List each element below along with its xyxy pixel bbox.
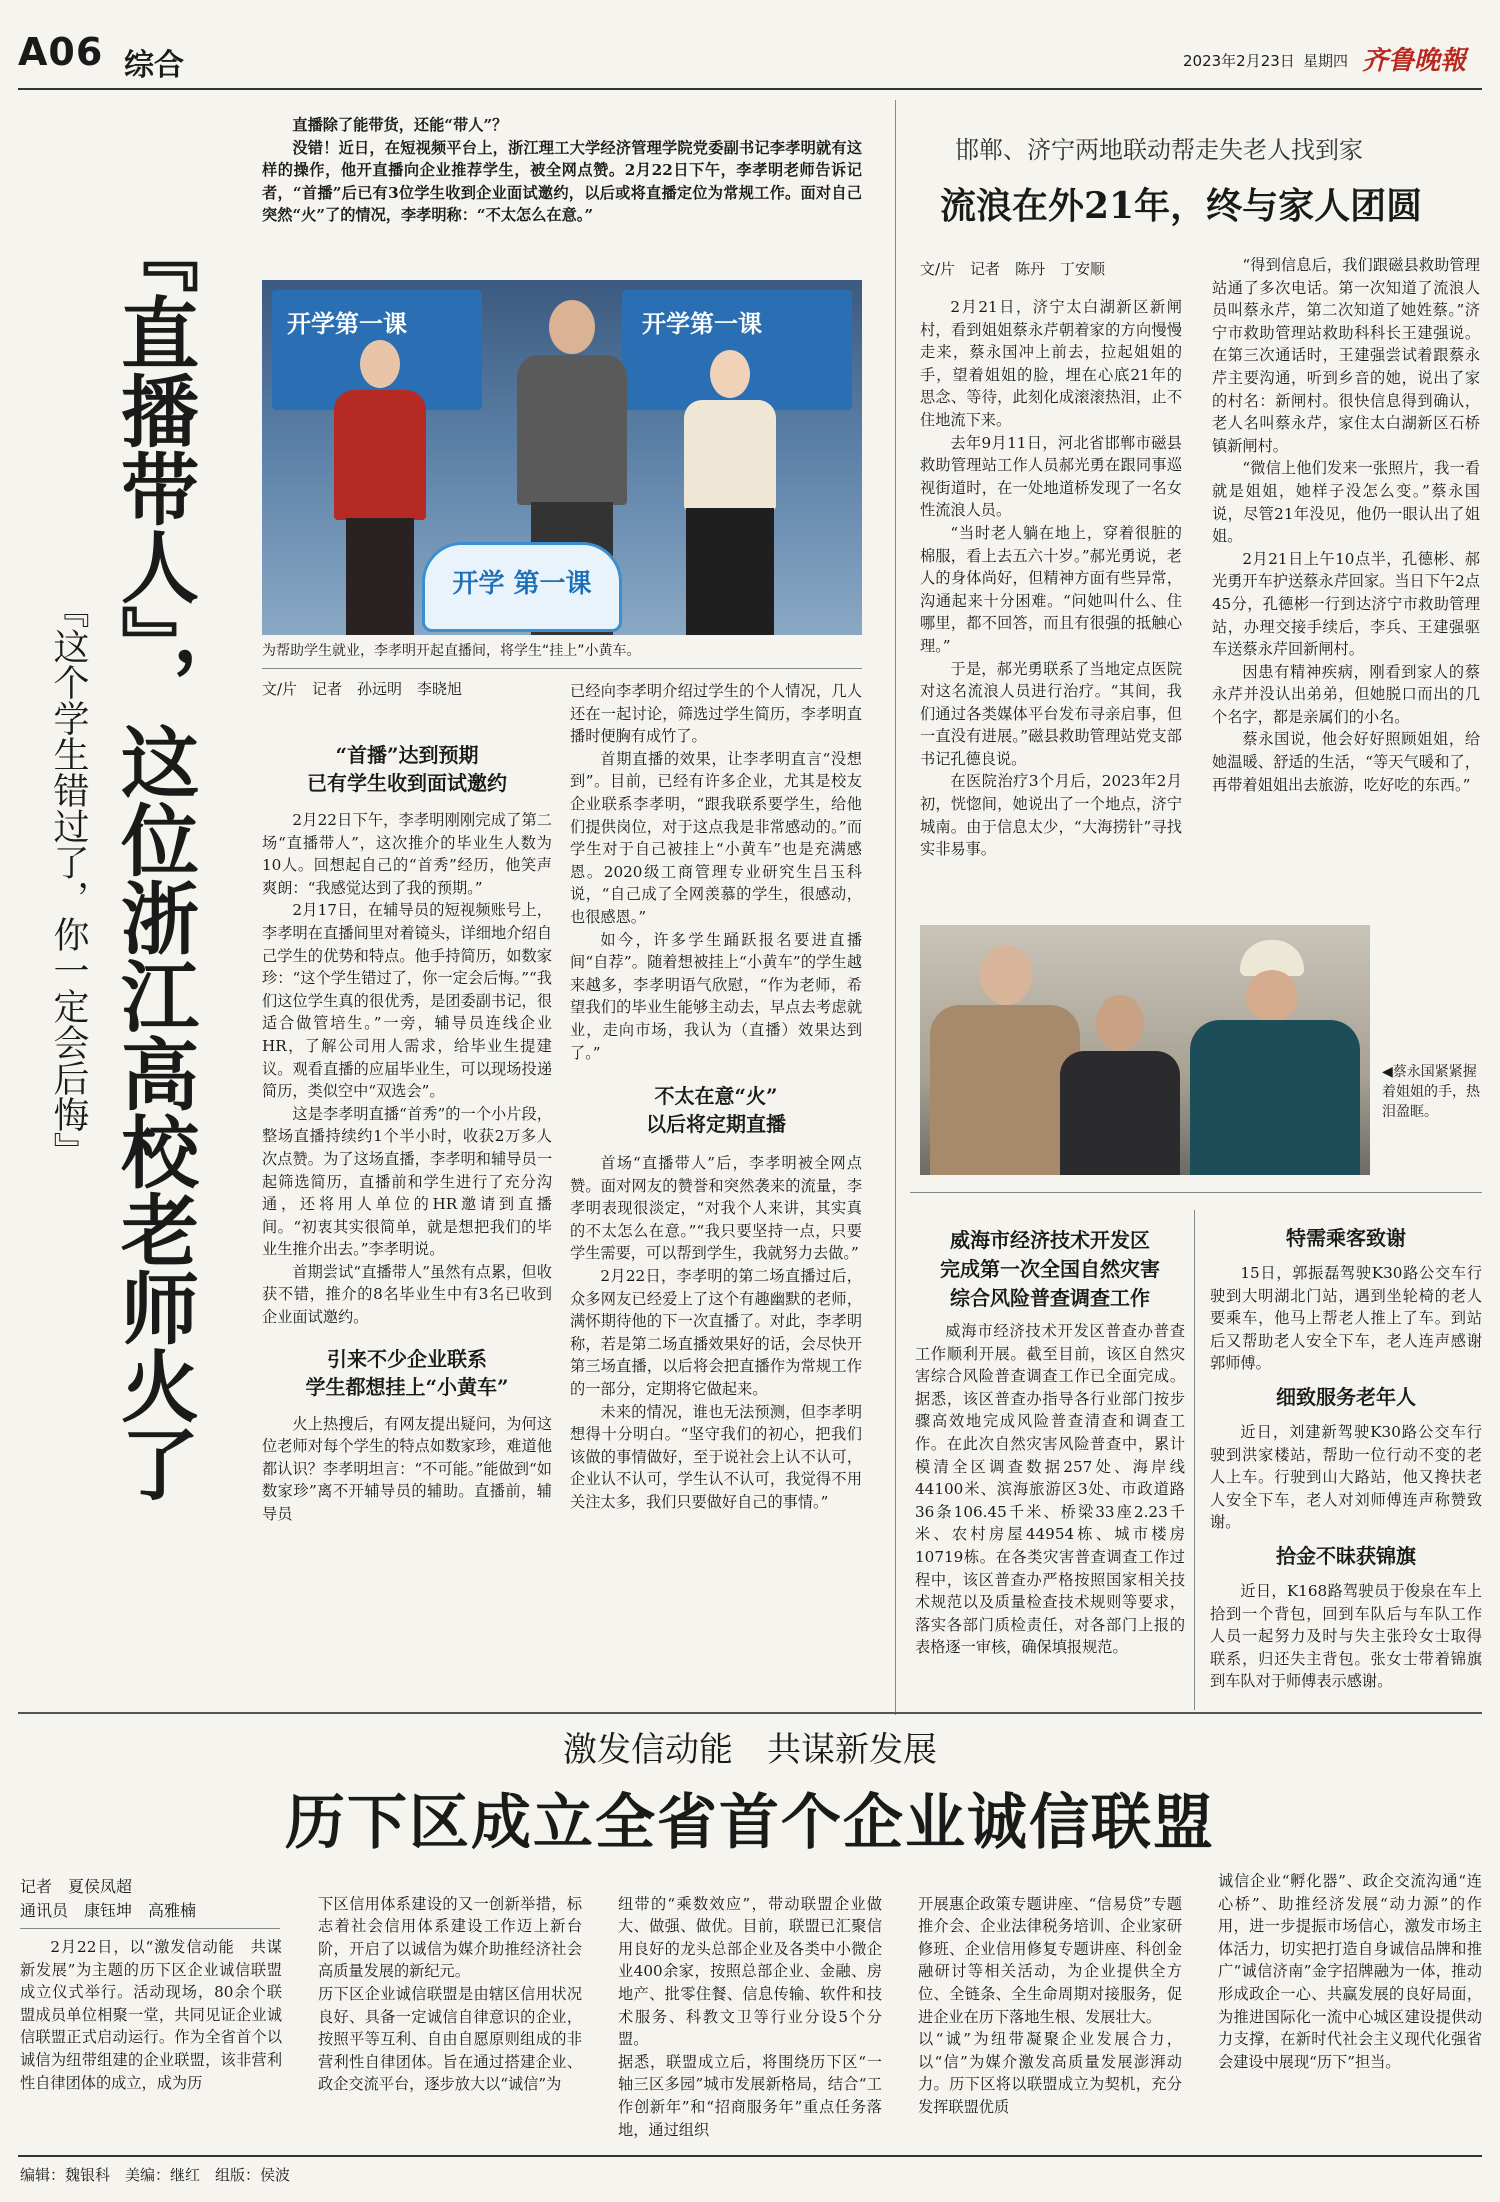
story5-headline: 历下区成立全省首个企业诚信联盟 (285, 1788, 1215, 1858)
photo-person-left (334, 340, 426, 635)
story1-livestream-photo (262, 280, 862, 635)
brief-2-body-wrap (1210, 1421, 1482, 1534)
story2-reunion-photo (920, 925, 1370, 1175)
photo-woman-left (930, 945, 1080, 1175)
issue-date: 2023年2月23日 (1183, 52, 1295, 70)
paragraph: 在医院治疗3个月后，2023年2月初，恍惚间，她说出了一个地点，济宁城南。由于信息太少，“大海捞针”寻找实非易事。 (920, 772, 1182, 859)
paragraph: 首期直播的效果，让李孝明直言“没想到”。目前，已经有许多企业，尤其是校友企业联系李孝明，“跟我联系要学生，给他们提供岗位，对于这点我是非常感动的。”而学生对于自己被挂上“小黄车”也是充满感恩。2020级工商管理专业研究生吕玉科说，“自己成了全网羡慕的学生，很感动，也很感恩。” (570, 749, 862, 926)
story1-column-2 (570, 680, 862, 1514)
story2-column-b (1212, 254, 1480, 796)
paragraph: 2月22日下午，李孝明刚刚完成了第二场“直播带人”，这次推介的毕业生人数为10人。回想起自己的“首秀”经历，他笑声爽朗：“我感觉达到了我的预期。” (262, 811, 552, 897)
story5-column-3 (618, 1870, 882, 2164)
story2-headline: 流浪在外21年，终与家人团圆 (940, 185, 1423, 227)
footer-rule (18, 2155, 1482, 2157)
story2-column-a (920, 296, 1182, 861)
story1-byline: 文/片 记者 孙远明 李晓旭 (262, 680, 463, 698)
story2-byline: 文/片 记者 陈丹 丁安顺 (920, 260, 1106, 278)
paragraph: 2月17日，在辅导员的短视频账号上，李孝明在直播间里对着镜头，详细地介绍自己学生的优势和特点。他手持简历，如数家珍：“这个学生错过了，你一定会后悔。”“我们这位学生真的很优秀，是团委副书记，很适合做管培生。”一旁，辅导员连线企业HR，了解公司用人需求，给毕业生提建议。观看直播的应届毕业生，可以现场投递简历，类似空中“双选会”。 (262, 901, 552, 1101)
paragraph: 火上热搜后，有网友提出疑问，为何这位老师对每个学生的特点如数家珍，难道他都认识？李孝明坦言：“不可能。”能做到“如数家珍”离不开辅导员的辅助。直播前，辅导员 (262, 1414, 552, 1524)
brief-1-title: 特需乘客致谢 (1286, 1226, 1406, 1250)
paragraph: 2月21日，济宁太白湖新区新闸村，看到姐姐蔡永芹朝着家的方向慢慢走来，蔡永国冲上前去，拉起姐姐的手，望着姐姐的脸，埋在心底21年的思念、等待，此刻化成滚滚热泪，止不住地流下来。 (920, 298, 1182, 429)
story5-top-rule (18, 1712, 1482, 1714)
footer-editors: 编辑：魏银科 美编：继红 组版：侯波 (20, 2166, 291, 2184)
newspaper-logo: 齐鲁晚報 (1362, 46, 1467, 76)
story1-lead-text: 没错！近日，在短视频平台上，浙江理工大学经济管理学院党委副书记李孝明就有这样的操作，他开直播向企业推荐学生，被全网点赞。2月22日下午，李孝明老师告诉记者，“首播”后已有3位学生收到企业面试邀约，以后或将直播定位为常规工作。面对自己突然“火”了的情况，李孝明称：“不太怎么在意。” (262, 138, 862, 225)
story5-byline-correspondent: 通讯员 康钰坤 高雅楠 (20, 1901, 197, 1920)
paragraph: “微信上他们发来一张照片，我一看就是姐姐，她样子没怎么变。”蔡永国说，尽管21年没见，他仍一眼认出了姐姐。 (1212, 459, 1480, 546)
paragraph: 威海市经济技术开发区普查办普查工作顺利开展。截至目前，该区自然灾害综合风险普查调查工作已全面完成。据悉，该区普查办指导各行业部门按步骤高效地完成风险普查清查和调查工作。在此次自然灾害风险普查中，累计模清全区调查数据257处、海岸线44100米、滨海旅游区3处、市政道路36条106.45千米、桥梁33座2.23千米、农村房屋44954栋、城市楼房10719栋。在各类灾害普查调查工作过程中，该区普查办严格按照国家相关技术规范以及质量检查技术规则等要求，落实各部门质检责任，对各部门上报的表格逐一审核，确保填报规范。 (915, 1322, 1185, 1657)
photo-person-right (682, 350, 778, 635)
brief-2-body: 近日，刘建新驾驶K30路公交车行驶到洪家楼站，帮助一位行动不变的老人上车。行驶到山大路站，他又搀扶老人安全下车，老人对刘师傅连声称赞致谢。 (1210, 1422, 1482, 1532)
paragraph: 首场“直播带人”后，李孝明被全网点赞。面对网友的赞誉和突然袭来的流量，李孝明表现很淡定，“对我个人来讲，其实真的不太怎么在意。”“我只要坚持一点，只要学生需要，可以帮到学生，我就努力去做。” (570, 1154, 862, 1263)
story5-column-4 (918, 1870, 1182, 2141)
story1-lead-question: 直播除了能带货，还能“带人”？ (292, 116, 508, 134)
paragraph: 2月22日，以“激发信动能 共谋新发展”为主题的历下区企业诚信联盟成立仪式举行。活动现场，80余个联盟成员单位相聚一堂，共同见证企业诚信联盟正式启动运行。作为全省首个以诚信为纽带组建的企业联盟，该非营利性自律团体的成立，成为历 (20, 1938, 282, 2092)
paragraph: 下区信用体系建设的又一创新举措，标志着社会信用体系建设工作迈上新台阶，开启了以诚信为媒介助推经济社会高质量发展的新纪元。 历下区企业诚信联盟是由辖区信用状况良好、具备一定诚信自律意识的企业，按照平等互利、自由自愿原则组成的非营利性自律团体。旨在通过搭建企业、政企交流平台，逐步放大以“诚信”为 (318, 1894, 582, 2094)
photo-screen-left-sign: 开学第一课 (287, 309, 407, 338)
story2-kicker: 邯郸、济宁两地联动帮走失老人找到家 (955, 136, 1363, 164)
story1-photo-caption: 为帮助学生就业，李孝明开起直播间，将学生“挂上”小黄车。 (262, 643, 641, 659)
paragraph: “当时老人躺在地上，穿着很脏的棉服，看上去五六十岁。”郝光勇说，老人的身体尚好，但精神方面有些异常，沟通起来十分困难。“问她叫什么、住哪里，都不回答，而且有很强的抵触心理。” (920, 523, 1182, 655)
story5-column-1 (20, 1936, 282, 2094)
paragraph: 2月22日，李孝明的第二场直播过后，众多网友已经爱上了这个有趣幽默的老师，满怀期待他的下一次直播了。对此，李孝明称，若是第二场直播效果好的话，会尽快开第三场直播，以后将会把直播作为常规工作的一部分，定期将它做起来。 (570, 1267, 862, 1399)
story1-vertical-headline: 『直播带人』，这位浙江高校老师火了 (108, 215, 199, 1502)
story1-subhead-1: “首播”达到预期 已有学生收到面试邀约 (307, 743, 507, 795)
paragraph: 如今，许多学生踊跃报名要进直播间“自荐”。随着想被挂上“小黄车”的学生越来越多，李孝明语气欣慰，“作为老师，希望我们的毕业生能够主动去，早点去考虑就业，走向市场，我认为（直播）效果达到了。” (570, 930, 862, 1062)
brief-1-body: 15日，郭振磊驾驶K30路公交车行驶到大明湖北门站，遇到坐轮椅的老人要乘车，他马上帮老人推上了车。到站后又帮助老人安全下车，老人连声感谢郭师傅。 (1210, 1264, 1482, 1373)
story2-bottom-rule (910, 1192, 1482, 1193)
story1-subhead-3: 不太在意“火” 以后将定期直播 (646, 1084, 786, 1137)
story1-col2-body-2 (570, 1152, 862, 1514)
paragraph: 于是，郝光勇联系了当地定点医院对这名流浪人员进行治疗。“其间，我们通过各类媒体平台发布寻亲启事，但一直没有进展。”磁县救助管理站党支部书记孔德良说。 (920, 659, 1182, 768)
story1-vertical-subhead: 『这个学生错过了，你一定会后悔』 (48, 592, 89, 1168)
story1-caption-rule (262, 668, 862, 669)
story3-headline: 威海市经济技术开发区 完成第一次全国自然灾害 综合风险普查调查工作 (940, 1228, 1160, 1310)
photo-cloud-sign (422, 542, 622, 632)
story5-kicker: 激发信动能 共谋新发展 (563, 1730, 937, 1770)
section-name: 综合 (124, 48, 184, 83)
paragraph: “得到信息后，我们跟磁县救助管理站通了多次电话。第一次知道了流浪人员叫蔡永芹，第二次知道了她姓蔡。”济宁市救助管理站救助科科长王建强说。在第三次通话时，王建强尝试着跟蔡永芹主要沟通，听到乡音的她，说出了家的村名：新闸村。很快信息得到确认，老人名叫蔡永芹，家住太白湖新区石桥镇新闸村。 (1212, 256, 1480, 455)
paragraph: 首期尝试“直播带人”虽然有点累，但收获不错，推介的8名毕业生中有3名已收到企业面试邀约。 (262, 1262, 552, 1327)
paragraph: 蔡永国说，他会好好照顾姐姐，给她温暖、舒适的生活，“等天气暖和了，再带着姐姐出去旅游，吃好吃的东西。” (1212, 730, 1480, 794)
paragraph: 已经向李孝明介绍过学生的个人情况，几人还在一起讨论，筛选过学生简历，李孝明直播时便胸有成竹了。 (570, 682, 862, 746)
paragraph: 去年9月11日，河北省邯郸市磁县救助管理站工作人员郝光勇在跟同事巡视街道时，在一处地道桥发现了一名女性流浪人员。 (920, 433, 1182, 520)
story1-col1-body-2 (262, 1413, 552, 1526)
paragraph: 2月21日上午10点半，孔德彬、郝光勇开车护送蔡永芹回家。当日下午2点45分，孔德彬一行到达济宁市救助管理站，办理交接手续后，李兵、王建强驱车送蔡永芹回新闸村。 (1212, 549, 1480, 659)
story5-column-5 (1218, 1870, 1482, 2073)
photo-man-center (1060, 995, 1180, 1175)
issue-weekday: 星期四 (1303, 52, 1349, 70)
column-rule-main (895, 100, 896, 1715)
story1-subhead-2: 引来不少企业联系 学生都想挂上“小黄车” (305, 1346, 509, 1399)
photo-cloud-sign-text: 开学 第一课 (452, 569, 592, 599)
story4-briefs (1210, 1224, 1482, 1693)
paragraph: 开展惠企政策专题讲座、“信易贷”专题推介会、企业法律税务培训、企业家研修班、企业信用修复专题讲座、科创金融研讨等相关活动，为企业提供全方位、全链条、全生命周期对接服务，促进企业在历下落地生根、发展壮大。 以“诚”为纽带凝聚企业发展合力，以“信”为媒介激发高质量发展澎湃动力。历下区将以联盟成立为契机，充分发挥联盟优质 (918, 1894, 1182, 2116)
paragraph: 因患有精神疾病，刚看到家人的蔡永芹并没认出弟弟，但她脱口而出的几个名字，都是亲属们的小名。 (1212, 662, 1480, 726)
story1-column-1 (262, 705, 552, 1526)
paragraph: 诚信企业“孵化器”、政企交流沟通“连心桥”、助推经济发展“动力源”的作用，进一步提振市场信心，激发市场主体活力，切实把打造自身诚信品牌和推广“诚信济南”金字招牌融为一体，推动形成政企一心、共赢发展的良好局面，为推进国际化一流中心城区建设提供动力支撑，在新时代社会主义现代化强省会建设中展现“历下”担当。 (1218, 1872, 1482, 2071)
brief-3-title: 拾金不昧获锦旗 (1276, 1543, 1416, 1568)
brief-3-body: 近日，K168路驾驶员于俊泉在车上拾到一个背包，回到车队后与车队工作人员一起努力及时与失主张玲女士取得联系，归还失主背包。张女士带着锦旗到车队对于师傅表示感谢。 (1210, 1581, 1482, 1691)
page-number: A06 (18, 30, 104, 74)
header-rule (18, 88, 1482, 90)
paragraph: 未来的情况，谁也无法预测，但李孝明想得十分明白。“坚守我们的初心，把我们该做的事情做好，至于说社会上认不认可，企业认不认可，学生认不认可，我觉得不用关注太多，我们只要做好自己的事情。” (570, 1402, 862, 1511)
story1-lead-block (262, 114, 862, 227)
brief-3-body-wrap (1210, 1580, 1482, 1693)
column-rule-story3 (1194, 1210, 1195, 1710)
brief-2-title: 细致服务老年人 (1276, 1384, 1416, 1409)
paragraph: 这是李孝明直播“首秀”的一个小片段，整场直播持续约1个半小时，收获2万多人次点赞。为了这场直播，李孝明和辅导员一起筛选简历，直播前和学生进行了充分沟通，还将用人单位的HR邀请到直播间。“初衷其实很简单，就是想把我们的毕业生推介出去。”李孝明说。 (262, 1104, 552, 1259)
story1-col2-body (570, 680, 862, 1064)
story5-byline-reporter: 记者 夏侯凤超 (20, 1877, 133, 1896)
story5-column-2 (318, 1870, 582, 2119)
photo-woman-right (1170, 940, 1360, 1175)
photo-screen-right-sign: 开学第一课 (642, 309, 762, 338)
story3-body (915, 1320, 1185, 1659)
brief-1-body-wrap (1210, 1262, 1482, 1375)
story1-col1-body (262, 809, 552, 1329)
story5-byline-rule (20, 1928, 280, 1929)
story2-photo-caption: ◀蔡永国紧紧握着姐姐的手，热泪盈眶。 (1382, 1064, 1480, 1120)
paragraph: 纽带的“乘数效应”，带动联盟企业做大、做强、做优。目前，联盟已汇聚信用良好的龙头总部企业及各类中小微企业400余家，按照总部企业、金融、房地产、批零住餐、信息传输、软件和技术服务、科教文卫等行业分设5个分盟。 据悉，联盟成立后，将围绕历下区“一轴三区多园”城市发展新格局，结合“工作创新年”和“招商服务年”重点任务落地，通过组织 (618, 1894, 882, 2139)
